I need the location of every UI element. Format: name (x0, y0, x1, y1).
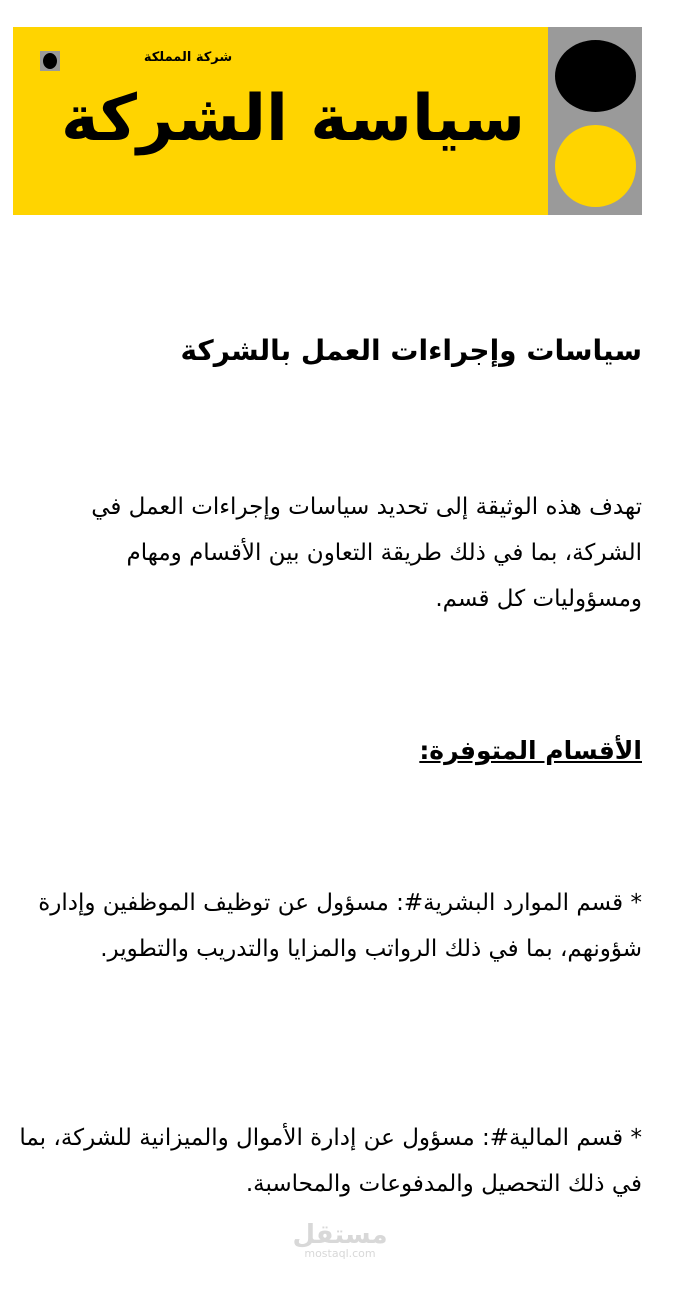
banner-title: سياسة الشركة (60, 82, 526, 156)
page-heading: سياسات وإجراءات العمل بالشركة (180, 334, 642, 367)
watermark-logo (290, 1222, 390, 1260)
black-circle-icon (555, 40, 636, 112)
company-name: شركة المملكة (143, 50, 233, 65)
yellow-circle-icon (555, 125, 636, 207)
watermark-domain: mostaql.com (304, 1247, 376, 1260)
watermark-logo-text: مستقل (292, 1220, 388, 1250)
sections-heading: الأقسام المتوفرة: (419, 736, 642, 765)
intro-paragraph: تهدف هذه الوثيقة إلى تحديد سياسات وإجراءات العمل في الشركة، بما في ذلك طريقة التعاون بين الأقسام ومهام ومسؤوليات كل قسم. (91, 494, 642, 612)
logo-dot-icon (40, 51, 60, 71)
list-item: * قسم الموارد البشرية#: مسؤول عن توظيف الموظفين وإدارة شؤونهم، بما في ذلك الرواتب والمزايا والتدريب والتطوير. (38, 890, 642, 962)
banner-side-panel (548, 27, 642, 215)
list-item: * قسم المالية#: مسؤول عن إدارة الأموال والميزانية للشركة، بما في ذلك التحصيل والمدفوعات والمحاسبة. (19, 1125, 642, 1197)
header-banner (13, 27, 548, 215)
